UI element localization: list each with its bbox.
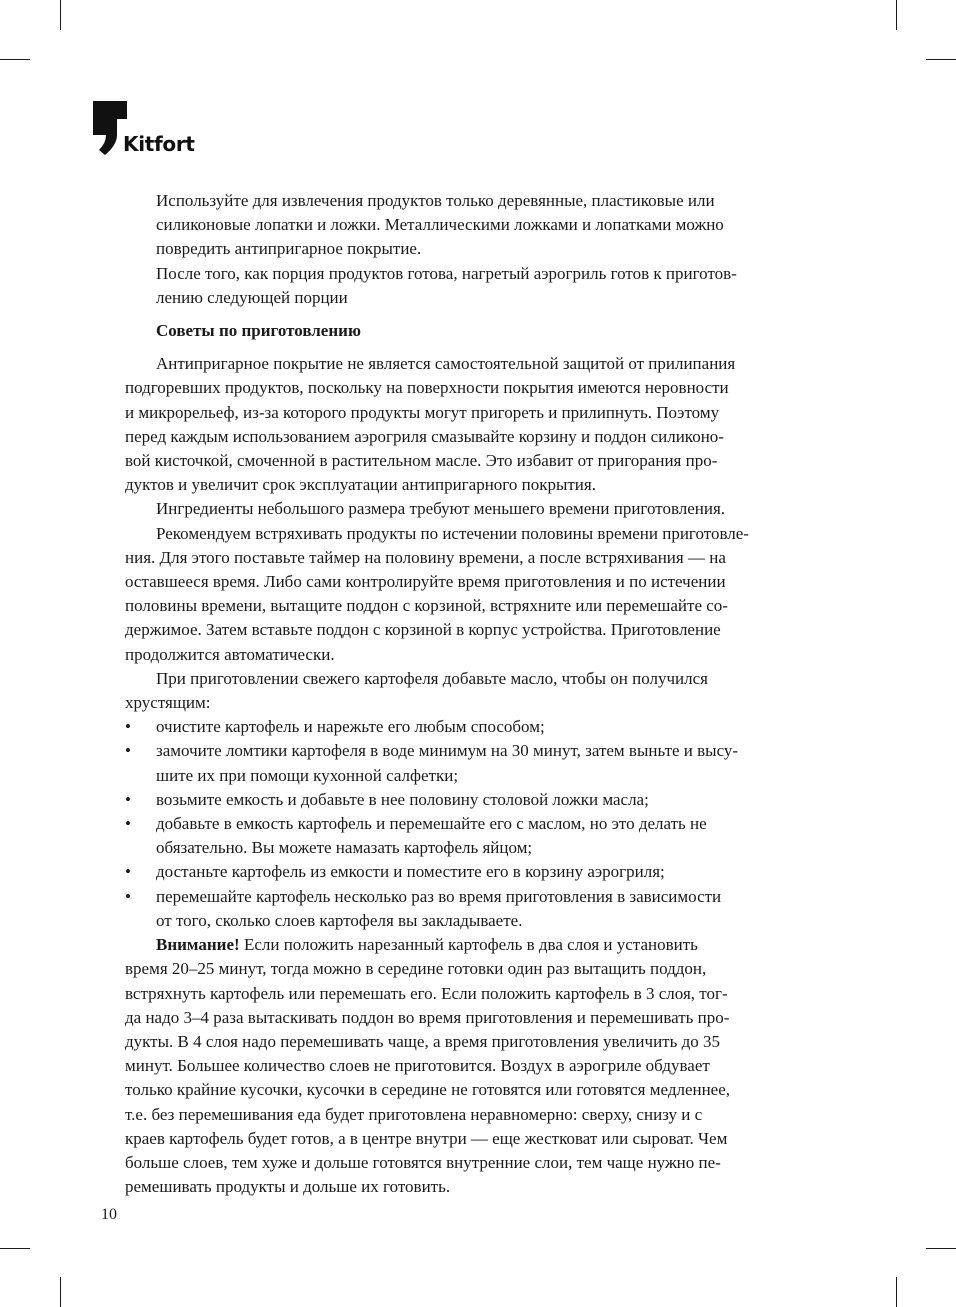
text-line: и микрорельеф, из-за которого продукты могут пригореть и прилипнуть. Поэтому [125,402,720,422]
potato-steps-list [125,715,837,933]
text-line: больше слоев, тем хуже и дольше готовятся внутренние слои, тем чаще нужно пе- [125,1152,721,1172]
text-line: добавьте в емкость картофель и перемешайте его с маслом, но это делать не [156,814,707,834]
list-item [125,885,837,933]
intro-paragraph-1 [125,189,837,262]
page-content [125,189,837,1199]
bullet-icon: • [125,789,131,809]
text-line: перед каждым использованием аэрогриля смазывайте корзину и поддон силиконо- [125,426,724,446]
text-line: замочите ломтики картофеля в воде минимум на 30 минут, затем выньте и высу- [156,741,739,761]
text-line: вой кисточкой, смоченной в растительном масле. Это избавит от пригорания про- [125,451,718,471]
list-item [125,739,837,787]
text-line: лению следующей порции [156,287,348,307]
brand-name: Kitfort [123,132,195,156]
text-line: т.е. без перемешивания еда будет приготовлена неравномерно: сверху, снизу и с [125,1104,703,1124]
warning-label: Внимание! [156,935,240,955]
text-line: дуктов и увеличит срок эксплуатации антипригарного покрытия. [125,475,596,495]
text-line: дукты. В 4 слоя надо перемешивать чаще, а время приготовления увеличить до 35 [125,1031,720,1051]
list-item [125,715,837,739]
text-line: обязательно. Вы можете намазать картофель яйцом; [156,838,533,858]
text-line: ния. Для этого поставьте таймер на половину времени, а после встряхивания — на [125,547,726,567]
brand-logo [93,101,203,161]
crop-mark [0,59,30,60]
text-line: шите их при помощи кухонной салфетки; [156,765,459,785]
text-line: только крайние кусочки, кусочки в середине не готовятся или готовятся медленнее, [125,1080,731,1100]
text-line: силиконовые лопатки и ложки. Металлическими ложками и лопатками можно [156,215,724,235]
bullet-icon: • [125,741,131,761]
text-line: оставшееся время. Либо сами контролируйте время приготовления и по истечении [125,572,726,592]
text-line: продолжится автоматически. [125,644,335,664]
text-line: подгоревших продуктов, поскольку на поверхности покрытия имеются неровности [125,378,729,398]
text-line: хрустящим: [125,693,211,713]
intro-paragraph-2 [125,262,837,310]
text-line: После того, как порция продуктов готова, нагретый аэрогриль готов к приготов- [156,263,737,283]
bullet-icon: • [125,886,131,906]
text-line: возьмите емкость и добавьте в нее половину столовой ложки масла; [156,789,649,809]
text-line: очистите картофель и нарежьте его любым способом; [156,717,545,737]
text-line: Антипригарное покрытие не является самостоятельной защитой от прилипания [156,354,736,374]
crop-mark [60,0,61,30]
crop-mark [896,1277,897,1307]
text-line: встряхнуть картофель или перемешать его. Если положить картофель в 3 слоя, тог- [125,983,728,1003]
bullet-icon: • [125,717,131,737]
text-line: держимое. Затем вставьте поддон с корзиной в корпус устройства. Приготовление [125,620,721,640]
text-line: да надо 3–4 раза вытаскивать поддон во время приготовления и перемешивать про- [125,1007,730,1027]
text-line: достаньте картофель из емкости и поместите его в корзину аэрогриля; [156,862,665,882]
page-number: 10 [101,1206,117,1223]
text-line: повредить антипригарное покрытие. [156,239,422,259]
bullet-icon: • [125,814,131,834]
kitfort-logo-icon [93,101,127,157]
list-item [125,788,837,812]
crop-mark [60,1277,61,1307]
text-line: Используйте для извлечения продуктов только деревянные, пластиковые или [156,191,715,210]
crop-mark [0,1248,30,1249]
paragraph-nonstick [125,352,837,497]
paragraph-small-ingredients [125,497,837,521]
paragraph-potatoes [125,667,837,715]
crop-mark [896,0,897,30]
warning-paragraph [125,933,837,1199]
text-line: от того, сколько слоев картофеля вы закладываете. [156,910,523,930]
warning-first-line: Если положить нарезанный картофель в два слоя и установить [239,935,698,955]
text-line: Ингредиенты небольшого размера требуют меньшего времени приготовления. [156,499,726,519]
list-item [125,860,837,884]
crop-mark [926,1248,956,1249]
section-heading: Советы по приготовлению [156,321,361,341]
text-line: краев картофель будет готов, а в центре внутри — еще жестковат или сыроват. Чем [125,1128,728,1148]
crop-mark [926,59,956,60]
text-line [125,933,837,957]
text-line: Рекомендуем встряхивать продукты по истечении половины времени приготовле- [156,523,749,543]
text-line: ремешивать продукты и дольше их готовить. [125,1177,451,1197]
text-line: время 20–25 минут, тогда можно в середине готовки один раз вытащить поддон, [125,959,707,979]
text-line: минут. Большее количество слоев не приготовится. Воздух в аэрогриле обдувает [125,1056,710,1076]
list-item [125,812,837,860]
text-line: При приготовлении свежего картофеля добавьте масло, чтобы он получился [156,668,708,688]
text-line: половины времени, вытащите поддон с корзиной, встряхните или перемешайте со- [125,596,728,616]
text-line: перемешайте картофель несколько раз во время приготовления в зависимости [156,886,722,906]
bullet-icon: • [125,862,131,882]
paragraph-shaking [125,522,837,667]
